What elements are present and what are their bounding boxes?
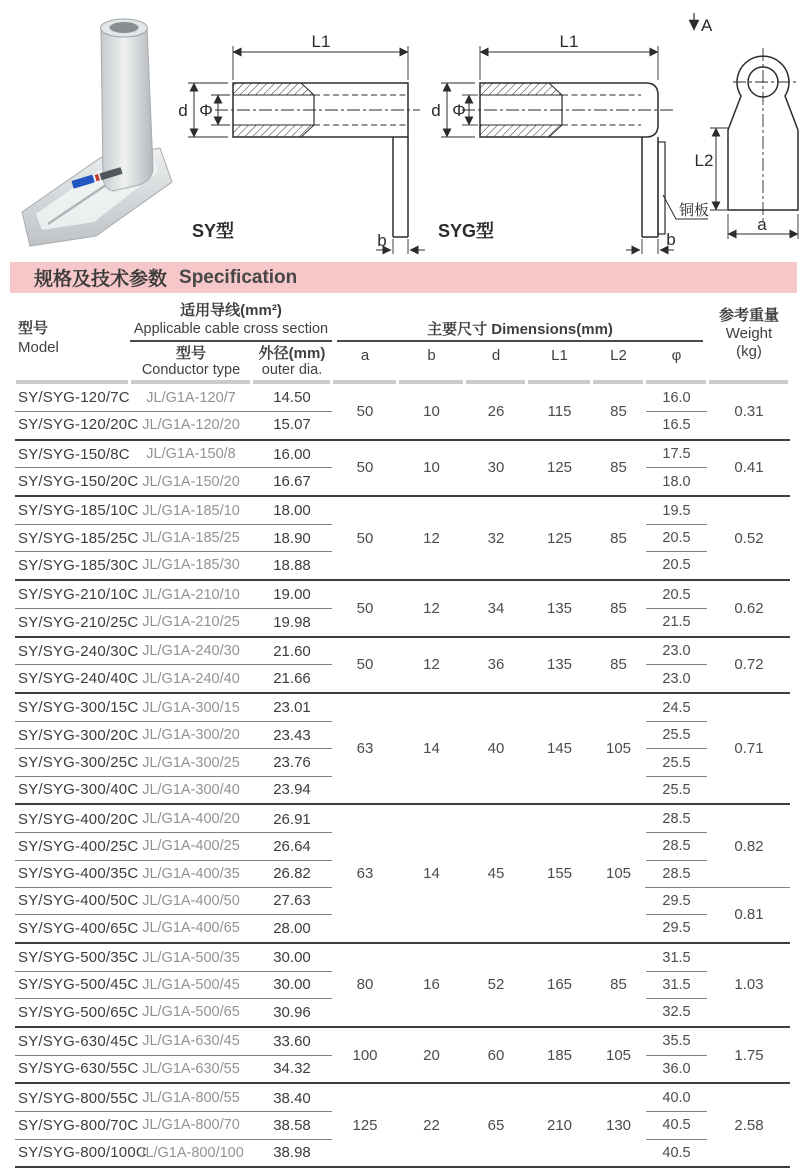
row-separator	[15, 832, 332, 833]
spec-group-4	[15, 638, 790, 695]
model-cell: SY/SYG-300/20C	[18, 726, 139, 744]
dim-L1-cell: 210	[546, 1116, 573, 1134]
row-separator	[15, 860, 332, 861]
row-separator	[15, 971, 332, 972]
model-cell: SY/SYG-800/100C	[18, 1144, 147, 1162]
dim-a-cell: 50	[356, 529, 374, 547]
model-cell: SY/SYG-400/35C	[18, 865, 139, 883]
weight-cell: 0.52	[734, 529, 764, 547]
outer-dia-cell: 23.43	[273, 726, 311, 744]
phi-separator	[646, 664, 707, 665]
dim-d-cell: 34	[487, 599, 505, 617]
phi-cell: 20.5	[662, 586, 691, 603]
section-title-en: Specification	[179, 266, 298, 288]
technical-drawings	[0, 0, 800, 258]
conductor-type-cell: JL/G1A-500/35	[142, 949, 240, 966]
phi-cell: 20.5	[662, 557, 691, 574]
dim-b-cell: 22	[423, 1116, 440, 1134]
dim-d-cell: 40	[487, 740, 505, 758]
phi-cell: 40.5	[662, 1117, 691, 1134]
dim-L1-cell: 125	[546, 459, 573, 477]
spec-group-5	[15, 694, 790, 805]
outer-dia-cell: 38.98	[273, 1144, 311, 1162]
dim-b-cell: 10	[423, 402, 440, 420]
header-rule-cable	[130, 340, 332, 342]
row-separator	[15, 467, 332, 468]
phi-separator	[646, 721, 707, 722]
syg-dim-label-d: d	[431, 101, 441, 120]
dim-a-cell: 80	[356, 976, 374, 994]
model-cell: SY/SYG-300/40C	[18, 781, 139, 799]
phi-separator	[646, 551, 707, 552]
dim-L2-cell: 85	[610, 529, 627, 547]
outer-dia-cell: 34.32	[273, 1060, 311, 1078]
dim-L2-cell: 85	[610, 402, 627, 420]
dim-L2-cell: 105	[605, 1046, 632, 1064]
model-cell: SY/SYG-185/25C	[18, 529, 139, 547]
header-weight-cn: 参考重量	[718, 307, 779, 324]
header-conductor-cn: 型号	[175, 345, 206, 362]
conductor-type-cell: JL/G1A-300/15	[142, 699, 240, 716]
header-dim-col-0: a	[360, 347, 370, 364]
outer-dia-cell: 23.01	[273, 699, 311, 717]
row-separator	[15, 551, 332, 552]
row-separator	[15, 748, 332, 749]
outer-dia-cell: 14.50	[273, 389, 311, 407]
header-outer-dia-en: outer dia.	[261, 362, 323, 378]
phi-cell: 31.5	[662, 976, 691, 993]
phi-separator	[646, 998, 707, 999]
phi-separator	[646, 832, 707, 833]
conductor-type-cell: JL/G1A-630/55	[142, 1060, 240, 1077]
conductor-type-cell: JL/G1A-185/10	[142, 502, 240, 519]
outer-dia-cell: 15.07	[273, 416, 311, 434]
dim-a-cell: 50	[356, 459, 374, 477]
dim-b-cell: 14	[423, 865, 440, 883]
phi-cell: 25.5	[662, 781, 691, 798]
conductor-type-cell: JL/G1A-500/65	[142, 1004, 240, 1021]
phi-separator	[646, 608, 707, 609]
row-separator	[15, 721, 332, 722]
model-cell: SY/SYG-300/25C	[18, 754, 139, 771]
phi-separator	[646, 860, 707, 861]
model-cell: SY/SYG-630/45C	[18, 1032, 139, 1050]
dim-L1-cell: 185	[546, 1046, 573, 1064]
header-dim-col-2: d	[491, 347, 501, 364]
phi-cell: 19.5	[662, 502, 691, 519]
phi-cell: 29.5	[662, 920, 691, 937]
conductor-type-cell: JL/G1A-400/35	[142, 865, 240, 882]
sy-type-label: SY型	[191, 221, 235, 241]
header-conductor-en: Conductor type	[141, 362, 241, 378]
header-model-en: Model	[18, 339, 59, 356]
row-separator	[15, 664, 332, 665]
conductor-type-cell: JL/G1A-800/70	[142, 1117, 240, 1134]
phi-cell: 24.5	[662, 699, 691, 716]
sy-dim-label-b: b	[377, 231, 387, 250]
phi-cell: 16.0	[662, 389, 691, 406]
conductor-type-cell: JL/G1A-800/55	[142, 1090, 240, 1107]
model-cell: SY/SYG-400/50C	[18, 892, 139, 910]
header-outer-dia-cn: 外径(mm)	[258, 345, 326, 362]
row-separator	[15, 1111, 332, 1112]
spec-group-9	[15, 1084, 790, 1168]
syg-dim-label-L1: L1	[559, 32, 579, 51]
outer-dia-cell: 26.64	[273, 837, 311, 855]
conductor-type-cell: JL/G1A-800/100	[138, 1144, 244, 1161]
row-separator	[15, 1139, 332, 1140]
header-dim-col-4: L2	[610, 347, 627, 364]
conductor-type-cell: JL/G1A-150/8	[146, 446, 236, 463]
phi-cell: 31.5	[662, 949, 691, 966]
conductor-type-cell: JL/G1A-630/45	[142, 1033, 240, 1050]
dim-b-cell: 10	[423, 459, 440, 477]
dim-a-cell: 63	[356, 865, 374, 883]
conductor-type-cell: JL/G1A-185/30	[142, 557, 240, 574]
model-cell: SY/SYG-500/65C	[18, 1003, 139, 1021]
header-dimensions-title: 主要尺寸 Dimensions(mm)	[427, 321, 613, 338]
sy-dim-label-L1: L1	[311, 32, 331, 51]
dim-L1-cell: 155	[546, 865, 573, 883]
weight-cell: 0.62	[734, 599, 764, 617]
spec-group-8	[15, 1028, 790, 1085]
dim-a-cell: 50	[356, 402, 374, 420]
conductor-type-cell: JL/G1A-210/25	[142, 614, 240, 631]
dim-b-cell: 12	[423, 529, 440, 547]
weight-cell: 1.03	[734, 976, 764, 994]
spec-group-3	[15, 581, 790, 638]
dim-L1-cell: 115	[547, 402, 572, 420]
phi-cell: 28.5	[662, 838, 691, 855]
dim-L2-cell: 85	[610, 976, 627, 994]
conductor-type-cell: JL/G1A-240/30	[142, 643, 240, 660]
weight-cell: 0.81	[734, 906, 764, 924]
dim-b-cell: 12	[423, 599, 440, 617]
spec-group-2	[15, 497, 790, 581]
row-separator	[15, 411, 332, 412]
phi-cell: 23.0	[662, 643, 691, 660]
dim-d-cell: 30	[487, 459, 505, 477]
phi-separator	[646, 748, 707, 749]
header-weight-unit: (kg)	[736, 343, 762, 360]
phi-separator	[646, 1055, 707, 1056]
model-cell: SY/SYG-210/25C	[18, 613, 139, 631]
dim-d-cell: 32	[487, 529, 505, 547]
weight-cell: 0.82	[734, 837, 764, 855]
weight-cell: 0.41	[734, 459, 764, 477]
phi-cell: 23.0	[662, 670, 691, 687]
dim-b-cell: 14	[423, 740, 440, 758]
copper-plate-label: 铜板	[679, 202, 710, 219]
phi-cell: 40.0	[662, 1090, 691, 1107]
outer-dia-cell: 18.90	[273, 529, 311, 547]
dim-L2-cell: 105	[605, 865, 632, 883]
conductor-type-cell: JL/G1A-400/65	[142, 920, 240, 937]
model-cell: SY/SYG-630/55C	[18, 1060, 139, 1078]
model-cell: SY/SYG-800/70C	[18, 1116, 139, 1134]
model-cell: SY/SYG-500/35C	[18, 949, 139, 967]
dim-L2-cell: 130	[605, 1116, 632, 1134]
model-cell: SY/SYG-800/55C	[18, 1089, 139, 1107]
outer-dia-cell: 33.60	[273, 1032, 311, 1050]
dim-L2-cell: 85	[610, 656, 627, 674]
dim-L2-cell: 105	[605, 740, 632, 758]
row-separator	[15, 914, 332, 915]
outer-dia-cell: 21.60	[273, 642, 311, 660]
conductor-type-cell: JL/G1A-185/25	[142, 530, 240, 547]
dim-a-cell: 50	[356, 656, 374, 674]
conductor-type-cell: JL/G1A-500/45	[142, 976, 240, 993]
dim-b-cell: 20	[423, 1046, 440, 1064]
conductor-type-cell: JL/G1A-120/20	[142, 416, 240, 433]
row-separator	[15, 998, 332, 999]
syg-dim-label-phi: Φ	[452, 101, 466, 120]
conductor-type-cell: JL/G1A-400/50	[142, 892, 240, 909]
outer-dia-cell: 18.88	[273, 556, 311, 574]
outer-dia-cell: 19.00	[273, 586, 311, 604]
spec-group-0	[15, 384, 790, 441]
dim-a-cell: 63	[356, 740, 374, 758]
outer-dia-cell: 16.67	[273, 473, 311, 491]
outer-dia-cell: 38.58	[273, 1116, 311, 1134]
dim-d-cell: 65	[487, 1116, 505, 1134]
outer-dia-cell: 16.00	[273, 445, 311, 463]
outer-dia-cell: 30.96	[273, 1003, 311, 1021]
conductor-type-cell: JL/G1A-300/40	[142, 781, 240, 798]
model-cell: SY/SYG-185/10C	[18, 502, 139, 520]
header-cable-en: Applicable cable cross section	[133, 321, 329, 337]
phi-cell: 16.5	[662, 416, 691, 433]
model-cell: SY/SYG-400/25C	[18, 837, 139, 855]
outer-dia-cell: 26.82	[273, 865, 311, 883]
dim-a-cell: 100	[352, 1046, 378, 1064]
section-header-bar	[10, 262, 797, 293]
header-weight-en: Weight	[725, 325, 773, 342]
phi-cell: 25.5	[662, 727, 691, 744]
section-title-cn: 规格及技术参数	[34, 269, 168, 290]
outer-dia-cell: 38.40	[273, 1089, 311, 1107]
dim-b-cell: 16	[423, 976, 440, 994]
header-cable-cn: 适用导线(mm²)	[180, 302, 282, 319]
product-photo	[22, 19, 172, 246]
dim-L1-cell: 165	[546, 976, 573, 994]
phi-separator	[646, 467, 707, 468]
phi-cell: 36.0	[662, 1060, 691, 1077]
phi-cell: 17.5	[662, 446, 691, 463]
model-cell: SY/SYG-210/10C	[18, 586, 139, 604]
conductor-type-cell: JL/G1A-120/7	[146, 389, 236, 406]
dim-L2-cell: 85	[610, 459, 627, 477]
conductor-type-cell: JL/G1A-240/40	[142, 670, 240, 687]
dim-L1-cell: 125	[546, 529, 573, 547]
weight-cell: 0.72	[734, 656, 764, 674]
conductor-type-cell: JL/G1A-400/25	[142, 838, 240, 855]
phi-separator	[646, 411, 707, 412]
row-separator	[15, 1055, 332, 1056]
phi-cell: 32.5	[662, 1004, 691, 1021]
dim-b-cell: 12	[423, 656, 440, 674]
phi-cell: 18.0	[662, 473, 691, 490]
dim-d-cell: 60	[487, 1046, 505, 1064]
phi-cell: 25.5	[662, 754, 691, 771]
conductor-type-cell: JL/G1A-300/20	[142, 727, 240, 744]
phi-separator	[646, 1139, 707, 1140]
model-cell: SY/SYG-120/7C	[18, 389, 130, 407]
model-cell: SY/SYG-400/65C	[18, 919, 139, 937]
conductor-type-cell: JL/G1A-210/10	[142, 586, 240, 603]
phi-cell: 20.5	[662, 530, 691, 547]
spec-group-7	[15, 944, 790, 1028]
dim-L1-cell: 145	[546, 740, 573, 758]
spec-group-1	[15, 441, 790, 498]
dim-L1-cell: 135	[546, 599, 573, 617]
table-header	[15, 300, 790, 384]
weight-cell: 1.75	[734, 1046, 764, 1064]
copper-plate	[658, 142, 665, 234]
dim-a-cell: 50	[356, 599, 374, 617]
view-a-label: A	[701, 16, 713, 35]
side-view-a	[694, 13, 798, 239]
model-cell: SY/SYG-185/30C	[18, 556, 139, 574]
model-cell: SY/SYG-240/40C	[18, 670, 139, 688]
phi-cell: 40.5	[662, 1144, 691, 1161]
outer-dia-cell: 30.00	[273, 976, 311, 994]
sy-dim-label-phi: Φ	[199, 101, 213, 120]
row-separator	[15, 776, 332, 777]
spec-group-6	[15, 805, 790, 944]
phi-cell: 28.5	[662, 865, 691, 882]
dim-d-cell: 26	[487, 402, 505, 420]
outer-dia-cell: 23.76	[273, 754, 311, 771]
outer-dia-cell: 21.66	[273, 670, 311, 688]
row-separator	[15, 887, 332, 888]
outer-dia-cell: 19.98	[273, 613, 311, 631]
sy-dim-label-d: d	[178, 101, 188, 120]
row-separator	[15, 608, 332, 609]
model-cell: SY/SYG-500/45C	[18, 976, 139, 994]
outer-dia-cell: 30.00	[273, 949, 311, 967]
phi-cell: 35.5	[662, 1033, 691, 1050]
phi-cell: 29.5	[662, 892, 691, 909]
weight-cell: 0.71	[734, 740, 764, 758]
model-cell: SY/SYG-150/8C	[18, 445, 130, 463]
phi-separator	[646, 914, 707, 915]
conductor-type-cell: JL/G1A-300/25	[142, 754, 240, 771]
header-model-cn: 型号	[18, 320, 49, 337]
dim-label-a: a	[757, 215, 767, 234]
syg-type-label: SYG型	[437, 221, 495, 241]
weight-cell: 0.31	[734, 402, 764, 420]
table-body	[15, 384, 790, 1168]
model-cell: SY/SYG-300/15C	[18, 699, 139, 717]
dim-d-cell: 36	[487, 656, 505, 674]
header-dim-col-3: L1	[551, 347, 568, 364]
header-dim-col-5: φ	[671, 347, 682, 364]
dim-L2-cell: 85	[610, 599, 627, 617]
dim-label-L2: L2	[694, 151, 714, 170]
outer-dia-cell: 27.63	[273, 892, 311, 910]
outer-dia-cell: 23.94	[273, 781, 311, 799]
model-cell: SY/SYG-150/20C	[18, 473, 139, 491]
dim-L1-cell: 135	[546, 656, 573, 674]
dim-d-cell: 52	[487, 976, 505, 994]
header-dim-col-1: b	[427, 347, 436, 364]
outer-dia-cell: 26.91	[273, 810, 311, 828]
dim-d-cell: 45	[487, 865, 505, 883]
conductor-type-cell: JL/G1A-400/20	[142, 811, 240, 828]
outer-dia-cell: 28.00	[273, 919, 311, 937]
dim-a-cell: 125	[352, 1116, 378, 1134]
phi-cell: 21.5	[662, 614, 691, 631]
row-separator	[15, 524, 332, 525]
conductor-type-cell: JL/G1A-150/20	[142, 473, 240, 490]
phi-cell: 28.5	[662, 811, 691, 828]
phi-separator	[646, 776, 707, 777]
phi-separator	[646, 1111, 707, 1112]
syg-dim-label-b: b	[666, 230, 676, 249]
outer-dia-cell: 18.00	[273, 502, 311, 520]
model-cell: SY/SYG-240/30C	[18, 642, 139, 660]
weight-cell: 2.58	[734, 1116, 764, 1134]
model-cell: SY/SYG-400/20C	[18, 810, 139, 828]
header-rule-dimensions	[337, 340, 703, 342]
phi-separator	[646, 524, 707, 525]
model-cell: SY/SYG-120/20C	[18, 416, 139, 434]
phi-separator	[646, 971, 707, 972]
